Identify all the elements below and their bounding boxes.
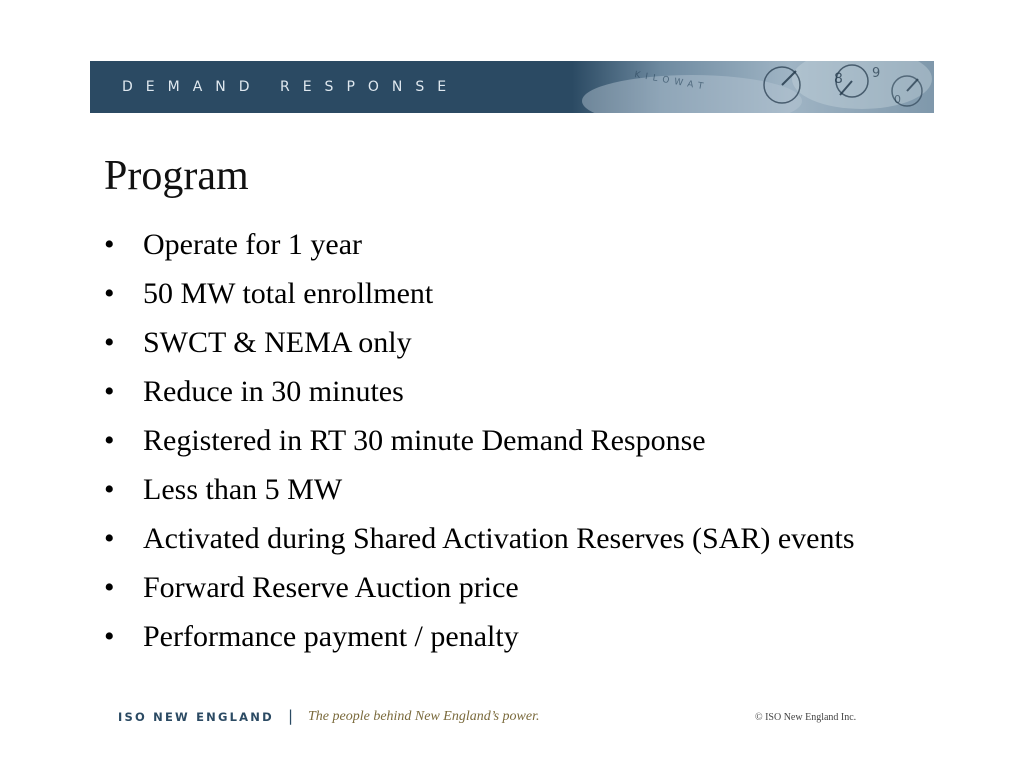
bullet-icon: • <box>104 326 115 359</box>
bullet-text: Activated during Shared Activation Reserves (SAR) events <box>143 522 855 555</box>
header-banner <box>90 61 934 113</box>
slide-title: Program <box>104 153 249 199</box>
footer-copyright: © ISO New England Inc. <box>755 712 857 723</box>
bullet-icon: • <box>104 375 115 408</box>
footer-separator: | <box>288 707 294 725</box>
bullet-text: Operate for 1 year <box>143 228 363 261</box>
banner-title: DEMAND RESPONSE <box>122 79 460 95</box>
bullet-item <box>104 519 934 559</box>
bullet-text: Forward Reserve Auction price <box>143 571 519 604</box>
bullet-item <box>104 225 934 265</box>
bullet-icon: • <box>104 473 115 506</box>
bullet-item <box>104 372 934 412</box>
bullet-item <box>104 617 934 657</box>
svg-text:0: 0 <box>894 93 901 106</box>
bullet-icon: • <box>104 571 115 604</box>
bullet-list <box>104 225 934 666</box>
footer <box>118 706 878 730</box>
svg-text:9: 9 <box>872 66 881 81</box>
footer-tagline: The people behind New England’s power. <box>308 709 540 724</box>
bullet-item <box>104 470 934 510</box>
bullet-item <box>104 421 934 461</box>
footer-brand-logo: ISO NEW ENGLAND <box>118 710 274 724</box>
svg-text:8: 8 <box>834 71 843 87</box>
bullet-item <box>104 274 934 314</box>
bullet-text: SWCT & NEMA only <box>143 326 412 359</box>
bullet-text: Registered in RT 30 minute Demand Response <box>143 424 706 457</box>
bullet-item <box>104 568 934 608</box>
bullet-icon: • <box>104 228 115 261</box>
bullet-icon: • <box>104 277 115 310</box>
bullet-text: Less than 5 MW <box>143 473 343 506</box>
svg-text:KILOWAT: KILOWAT <box>633 70 709 93</box>
bullet-icon: • <box>104 522 115 555</box>
bullet-text: Reduce in 30 minutes <box>143 375 404 408</box>
bullet-icon: • <box>104 424 115 457</box>
bullet-item <box>104 323 934 363</box>
bullet-text: 50 MW total enrollment <box>143 277 434 310</box>
bullet-text: Performance payment / penalty <box>143 620 519 653</box>
bullet-icon: • <box>104 620 115 653</box>
kilowatt-meter-image <box>572 61 934 113</box>
